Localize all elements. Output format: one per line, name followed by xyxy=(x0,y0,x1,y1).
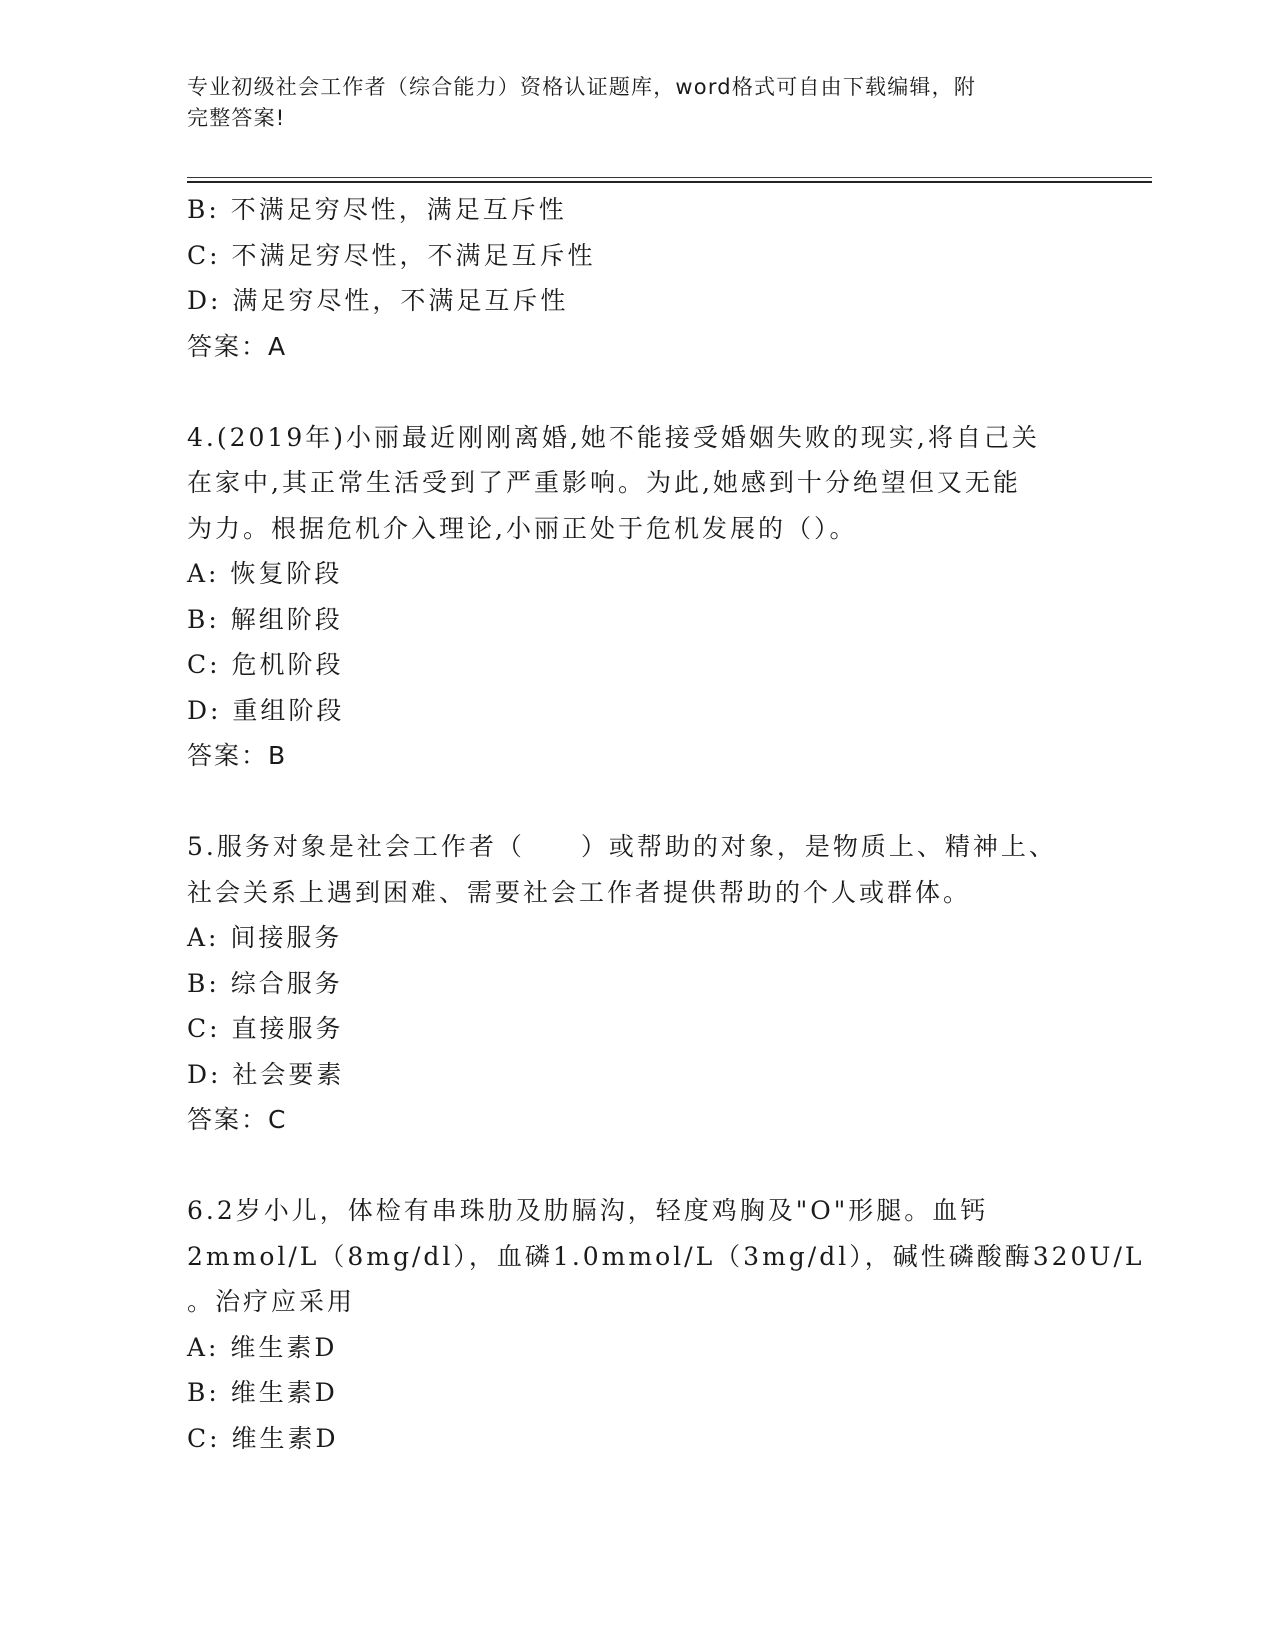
option-d: D: 重组阶段 xyxy=(187,695,345,725)
option-c: C: 危机阶段 xyxy=(187,650,344,679)
option-b: B: 解组阶段 xyxy=(187,604,343,634)
question-stem-line: 4.(2019年)小丽最近刚刚离婚,她不能接受婚姻失败的现实,将自己关 xyxy=(187,422,1040,452)
question-list xyxy=(187,187,1145,1461)
option-c: C: 直接服务 xyxy=(187,1014,344,1043)
option-b: B: 不满足穷尽性，满足互斥性 xyxy=(187,195,567,224)
question-stem-line: 5.服务对象是社会工作者（ ）或帮助的对象，是物质上、精神上、 xyxy=(187,832,1057,861)
header-title-line-1: 专业初级社会工作者（综合能力）资格认证题库，word格式可自由下载编辑，附 xyxy=(187,75,977,99)
header-divider-thick xyxy=(187,181,1152,183)
answer-line: 答案：B xyxy=(187,741,288,770)
question-5 xyxy=(187,824,1087,1143)
question-stem-line: 6.2岁小儿，体检有串珠肋及肋膈沟，轻度鸡胸及"O"形腿。血钙 xyxy=(187,1196,989,1225)
header-divider-thin xyxy=(187,177,1152,178)
spacer xyxy=(187,779,1087,825)
spacer xyxy=(187,369,1087,415)
answer-line: 答案：C xyxy=(187,1105,288,1134)
option-c: C: 维生素D xyxy=(187,1423,339,1453)
question-4 xyxy=(187,415,1087,779)
spacer xyxy=(187,1143,1087,1189)
option-b: B: 综合服务 xyxy=(187,968,343,998)
header-title-line-2: 完整答案! xyxy=(187,106,286,130)
question-stem-line: 社会关系上遇到困难、需要社会工作者提供帮助的个人或群体。 xyxy=(187,877,972,907)
question-stem-line: 2mmol/L（8mg/dl），血磷1.0mmol/L（3mg/dl），碱性磷酸酶320U/L xyxy=(187,1241,1145,1271)
question-3-partial xyxy=(187,187,1087,369)
question-stem-line: 。治疗应采用 xyxy=(187,1287,356,1316)
option-b: B: 维生素D xyxy=(187,1378,338,1407)
answer-line: 答案：A xyxy=(187,331,288,361)
option-a: A: 间接服务 xyxy=(187,923,343,952)
question-stem-line: 为力。根据危机介入理论,小丽正处于危机发展的（）。 xyxy=(187,513,858,543)
option-d: D: 满足穷尽性，不满足互斥性 xyxy=(187,286,569,315)
option-a: A: 恢复阶段 xyxy=(187,559,343,588)
option-a: A: 维生素D xyxy=(187,1332,338,1362)
question-stem-line: 在家中,其正常生活受到了严重影响。为此,她感到十分绝望但又无能 xyxy=(187,468,1021,497)
document-header xyxy=(187,72,1057,134)
option-d: D: 社会要素 xyxy=(187,1059,345,1089)
question-6 xyxy=(187,1188,1145,1461)
option-c: C: 不满足穷尽性，不满足互斥性 xyxy=(187,240,596,270)
